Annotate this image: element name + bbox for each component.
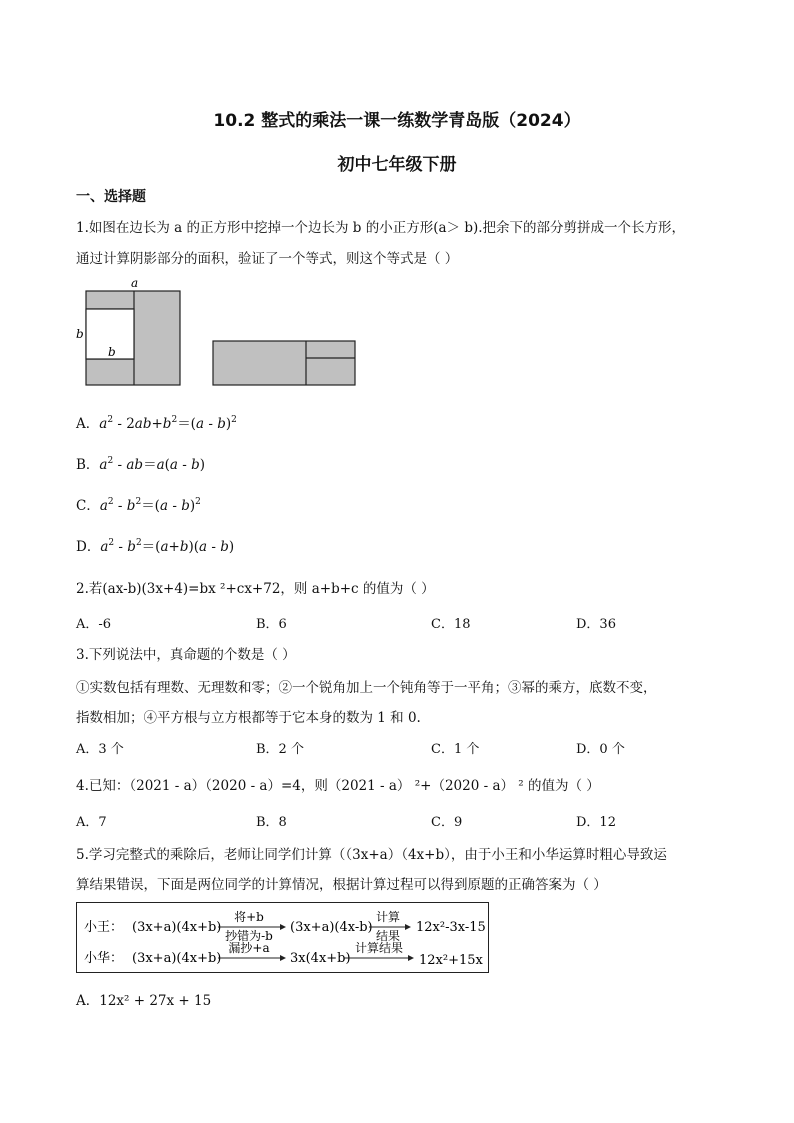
question-5-calculation-box [76, 902, 490, 974]
rearranged-rectangle [213, 341, 355, 385]
row1-arrow2-bottom: 结果 [375, 929, 401, 943]
question-2-option-a[interactable]: A．-6 [76, 617, 112, 632]
question-2-option-b[interactable]: B．6 [256, 617, 287, 632]
label-a: a [131, 276, 139, 290]
row2-expr1: (3x+a)(4x+b) [132, 951, 222, 966]
question-5-line-2: 算结果错误，下面是两位同学的计算情况，根据计算过程可以得到原题的正确答案为（ ） [76, 877, 607, 893]
question-4-option-a[interactable]: A．7 [76, 815, 107, 830]
question-3-option-a[interactable]: A．3 个 [76, 742, 124, 757]
label-b-left: b [76, 327, 84, 341]
row2-result: 12x²+15x [419, 953, 483, 968]
row1-result: 12x²-3x-15 [416, 920, 486, 935]
document-title: 10.2 整式的乘法一课一练数学青岛版（2024） [213, 111, 581, 131]
question-3-option-b[interactable]: B．2 个 [256, 742, 304, 757]
row1-expr2: (3x+a)(4x-b) [290, 920, 373, 935]
question-3-option-d[interactable]: D．0 个 [576, 742, 625, 757]
label-b-inner: b [108, 345, 116, 359]
question-2-option-d[interactable]: D．36 [576, 617, 616, 632]
question-3-stem: 3.下列说法中，真命题的个数是（ ） [76, 647, 296, 663]
row1-arrow-top: 将+b [234, 910, 264, 924]
row2-arrow-top: 漏抄+a [228, 941, 270, 955]
question-1-option-c[interactable]: C．$a^2 - b^2=(a - b)^2$ [76, 497, 201, 514]
question-4-option-c[interactable]: C．9 [431, 815, 463, 830]
question-2-option-c[interactable]: C．18 [431, 617, 471, 632]
question-3-line-3: 指数相加；④平方根与立方根都等于它本身的数为 1 和 0. [76, 710, 421, 726]
row1-arrow2-top: 计算 [375, 910, 401, 924]
row2-expr2: 3x(4x+b) [290, 951, 351, 966]
row1-arrow-bottom: 抄错为-b [225, 929, 273, 943]
question-1-line-2: 通过计算阴影部分的面积，验证了一个等式，则这个等式是（ ） [76, 251, 459, 267]
question-4-option-d[interactable]: D．12 [576, 815, 616, 830]
question-1-option-b[interactable]: B．$a^2 - ab=a(a - b)$ [76, 456, 206, 473]
question-3-line-2: ①实数包括有理数、无理数和零；②一个锐角加上一个钝角等于一平角；③幂的乘方，底数不变， [76, 680, 657, 696]
question-1-line-1: 1.如图在边长为 a 的正方形中挖掉一个边长为 b 的小正方形(a＞ b).把余下的部分剪拼成一个长方形， [76, 220, 686, 236]
question-4-stem: 4.已知：（2021 - a）（2020 - a）=4，则（2021 - a） ²+（2020 - a） ² 的值为（ ） [76, 778, 600, 794]
question-1-option-a[interactable]: A．$a^2 - 2ab+b^2=(a - b)^2$ [76, 415, 237, 432]
question-2-stem: 2.若(ax-b)(3x+4)=bx ²+cx+72，则 a+b+c 的值为（ ） [76, 581, 435, 597]
question-1-option-d[interactable]: D．$a^2 - b^2=(a+b)(a - b)$ [76, 538, 235, 555]
row1-name: 小王： [84, 920, 124, 935]
document-subtitle: 初中七年级下册 [337, 155, 457, 175]
section-heading: 一、选择题 [76, 189, 146, 205]
question-5-option-a[interactable]: A．12x² + 27x + 15 [76, 993, 212, 1009]
question-5-line-1: 5.学习完整式的乘除后，老师让同学们计算（（3x+a）（4x+b），由于小王和小华运算时粗心导致运 [76, 847, 667, 863]
row2-arrow2-top: 计算结果 [354, 941, 404, 955]
row1-expr1: (3x+a)(4x+b) [132, 920, 222, 935]
question-3-option-c[interactable]: C．1 个 [431, 742, 480, 757]
question-4-option-b[interactable]: B．8 [256, 815, 287, 830]
question-1-figure [74, 276, 364, 392]
row2-name: 小华： [84, 951, 124, 966]
